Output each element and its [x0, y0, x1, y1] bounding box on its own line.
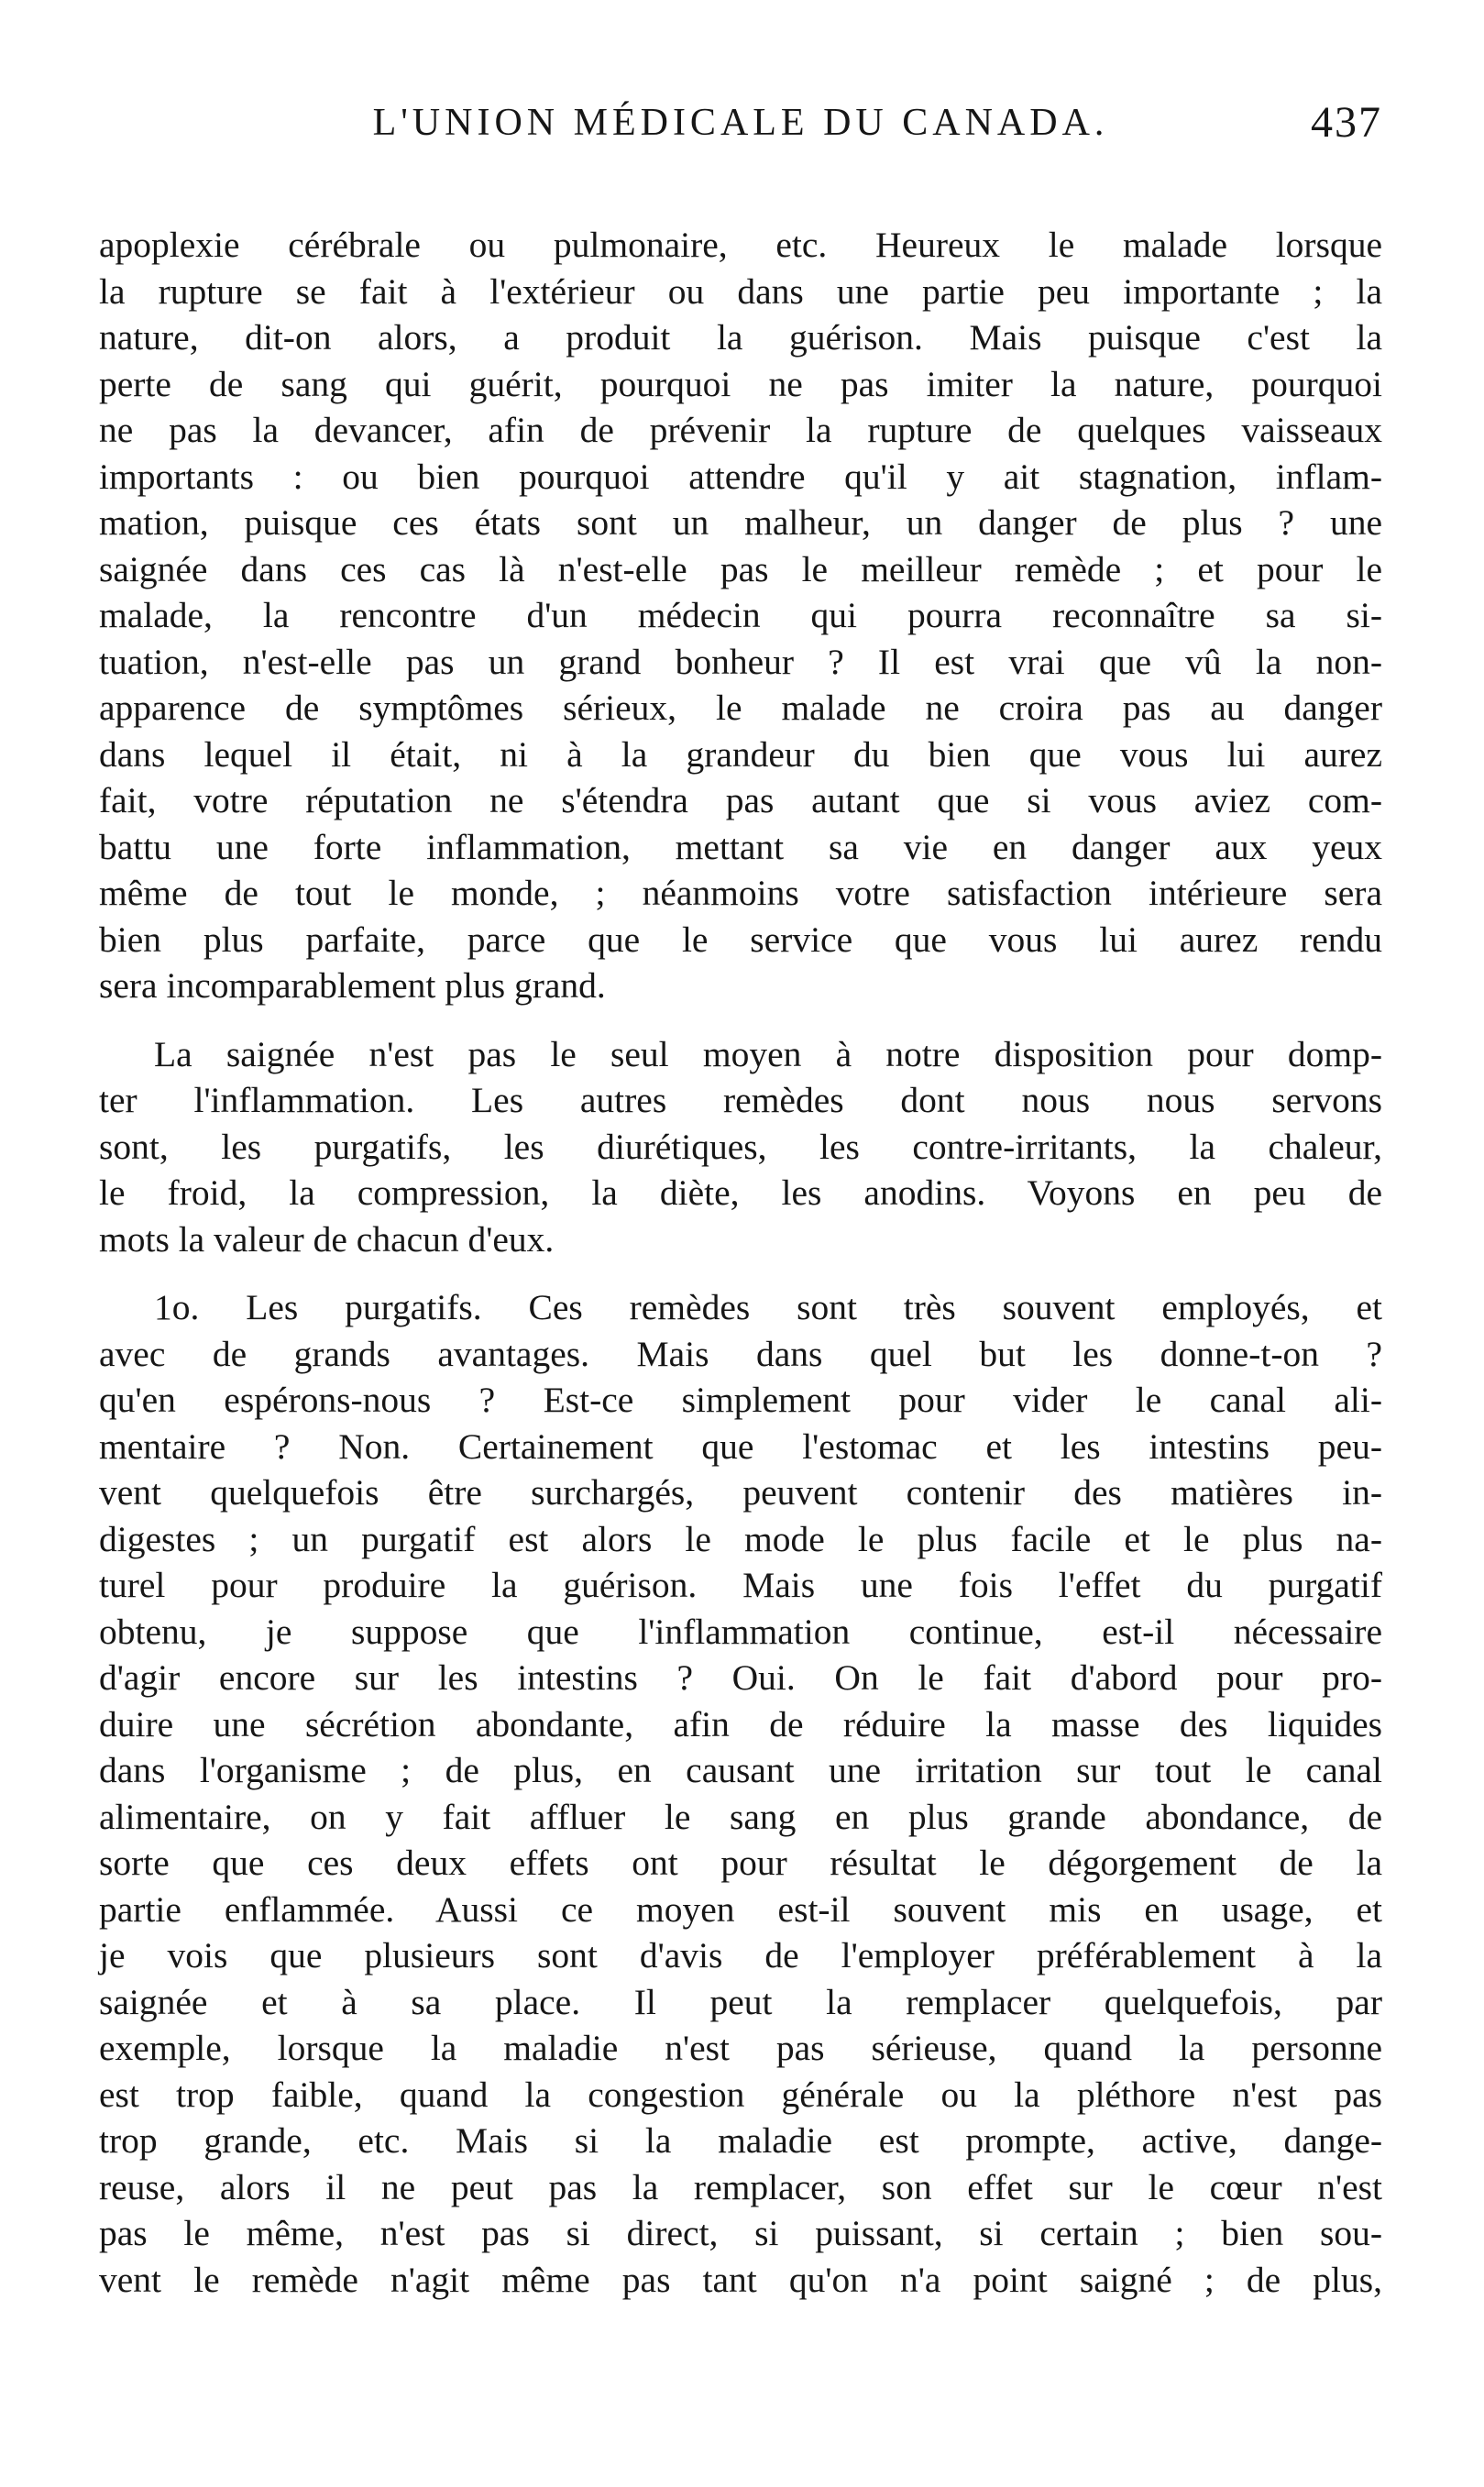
text-line: importants : ou bien pourquoi attendre qu'il y ait stagnation, inflam- — [99, 456, 1382, 497]
text-line: saignée et à sa place. Il peut la remplacer quelquefois, par — [99, 1981, 1382, 2022]
text-line: dans lequel il était, ni à la grandeur du bien que vous lui aurez — [99, 733, 1382, 775]
text-line: bien plus parfaite, parce que le service que vous lui aurez rendu — [99, 919, 1382, 960]
text-line: digestes ; un purgatif est alors le mode le plus facile et le plus na- — [99, 1518, 1382, 1559]
paragraph-gap — [99, 1009, 1382, 1031]
text-line: apparence de symptômes sérieux, le malade ne croira pas au danger — [99, 688, 1382, 728]
text-line: trop grande, etc. Mais si la maladie est prompte, active, dange- — [99, 2120, 1382, 2161]
page-number: 437 — [1311, 98, 1382, 147]
page-header — [99, 98, 1382, 165]
text-line: je vois que plusieurs sont d'avis de l'employer préférablement à la — [99, 1935, 1382, 1975]
text-line: ne pas la devancer, afin de prévenir la rupture de quelques vaisseaux — [99, 410, 1382, 450]
paragraph-purgatifs — [99, 1284, 1382, 2303]
text-line: dans l'organisme ; de plus, en causant une irritation sur tout le canal — [99, 1750, 1382, 1790]
text-line: d'agir encore sur les intestins ? Oui. On le fait d'abord pour pro- — [99, 1657, 1382, 1698]
text-line: saignée dans ces cas là n'est-elle pas le meilleur remède ; et pour le — [99, 548, 1382, 589]
paragraph-saignee-conclusion — [99, 222, 1382, 1009]
paragraph-gap — [99, 1262, 1382, 1284]
text-line: La saignée n'est pas le seul moyen à notre disposition pour domp- — [154, 1033, 1382, 1074]
text-line: vent le remède n'agit même pas tant qu'on n'a point saigné ; de plus, — [99, 2259, 1382, 2300]
text-line: qu'en espérons-nous ? Est-ce simplement pour vider le canal ali- — [99, 1380, 1382, 1420]
running-head: L'UNION MÉDICALE DU CANADA. — [372, 102, 1109, 144]
text-line: duire une sécrétion abondante, afin de réduire la masse des liquides — [99, 1703, 1382, 1744]
text-line: mots la valeur de chacun d'eux. — [99, 1218, 555, 1260]
paragraph-autres-moyens — [99, 1031, 1382, 1263]
text-line: le froid, la compression, la diète, les anodins. Voyons en peu de — [99, 1172, 1382, 1213]
text-line: mentaire ? Non. Certainement que l'estomac et les intestins peu- — [99, 1425, 1382, 1467]
text-line: vent quelquefois être surchargés, peuvent contenir des matières in- — [99, 1472, 1382, 1513]
text-line: 1o. Les purgatifs. Ces remèdes sont très souvent employés, et — [154, 1287, 1382, 1327]
text-line: pas le même, n'est pas si direct, si puissant, si certain ; bien sou- — [99, 2213, 1382, 2253]
text-line: reuse, alors il ne peut pas la remplacer, son effet sur le cœur n'est — [99, 2166, 1382, 2207]
text-line: la rupture se fait à l'extérieur ou dans une partie peu importante ; la — [99, 270, 1382, 312]
book-page — [99, 98, 1382, 2448]
text-line: sorte que ces deux effets ont pour résultat le dégorgement de la — [99, 1843, 1382, 1883]
text-line: même de tout le monde, ; néanmoins votre satisfaction intérieure sera — [99, 873, 1382, 913]
text-line: partie enflammée. Aussi ce moyen est-il souvent mis en usage, et — [99, 1888, 1382, 1930]
text-line: avec de grands avantages. Mais dans quel but les donne-t-on ? — [99, 1333, 1382, 1374]
text-line: perte de sang qui guérit, pourquoi ne pas imiter la nature, pourquoi — [99, 363, 1382, 404]
text-line: alimentaire, on y fait affluer le sang en plus grande abondance, de — [99, 1796, 1382, 1837]
text-line: nature, dit-on alors, a produit la guérison. Mais puisque c'est la — [99, 317, 1382, 358]
text-line: ter l'inflammation. Les autres remèdes dont nous nous servons — [99, 1080, 1382, 1120]
text-line: battu une forte inflammation, mettant sa vie en danger aux yeux — [99, 826, 1382, 867]
text-line: sera incomparablement plus grand. — [99, 965, 606, 1006]
text-line: fait, votre réputation ne s'étendra pas autant que si vous aviez com- — [99, 780, 1382, 820]
text-line: sont, les purgatifs, les diurétiques, les contre-irritants, la chaleur, — [99, 1126, 1382, 1167]
text-line: mation, puisque ces états sont un malheur, un danger de plus ? une — [99, 502, 1382, 543]
text-line: turel pour produire la guérison. Mais une fois l'effet du purgatif — [99, 1565, 1382, 1605]
text-line: obtenu, je suppose que l'inflammation continue, est-il nécessaire — [99, 1611, 1382, 1652]
text-line: malade, la rencontre d'un médecin qui pourra reconnaître sa si- — [99, 595, 1382, 635]
text-line: est trop faible, quand la congestion générale ou la pléthore n'est pas — [99, 2074, 1382, 2115]
text-line: apoplexie cérébrale ou pulmonaire, etc. Heureux le malade lorsque — [99, 225, 1382, 265]
text-line: tuation, n'est-elle pas un grand bonheur ? Il est vrai que vû la non- — [99, 641, 1382, 682]
text-line: exemple, lorsque la maladie n'est pas sérieuse, quand la personne — [99, 2028, 1382, 2068]
